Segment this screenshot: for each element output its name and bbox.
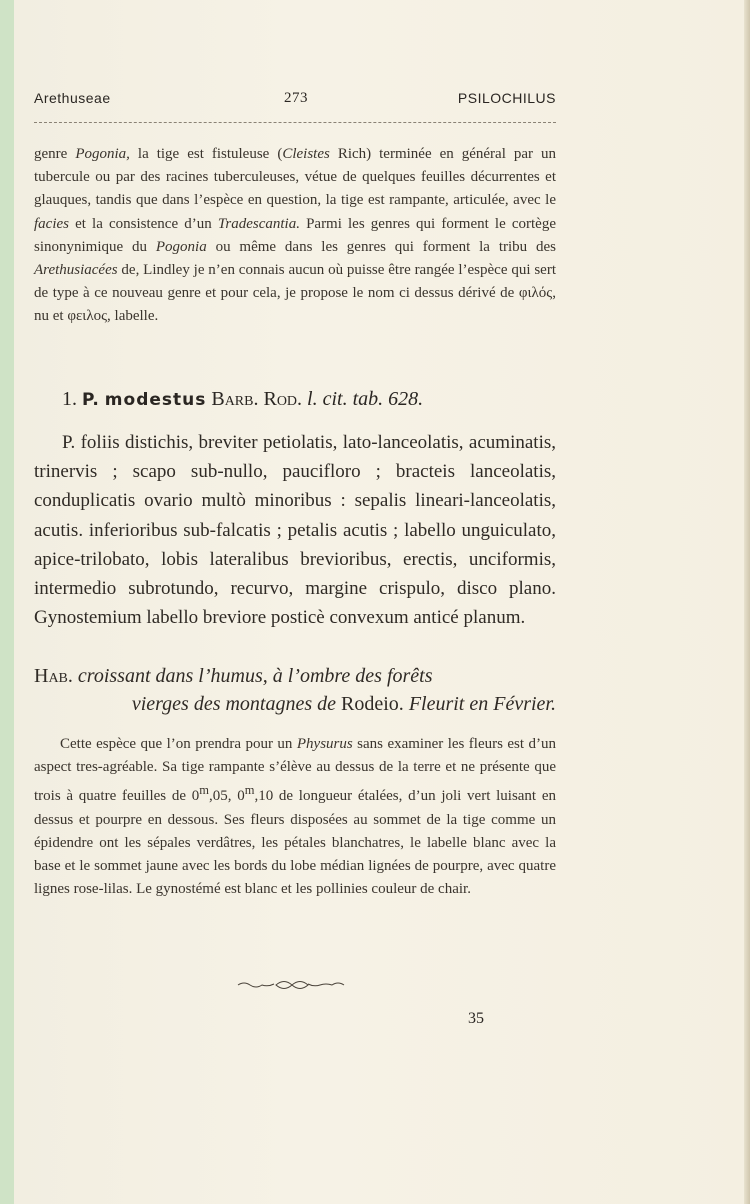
- habitat-statement: Hab. croissant dans l’humus, à l’ombre des forêts vierges des montagnes de Rodeio. Fleurit en Février.: [34, 665, 556, 715]
- paragraph-genus-description: genre Pogonia, la tige est fistuleuse (Cleistes Rich) terminée en général par un tubercule ou par des racines tuberculeuses, vétue de quelques feuilles décurrentes et glauques, tandis que dans l’espèce en question, la tige est rampante, articulée, avec le facies et la consistence d’un Tradescantia. Parmi les genres qui forment le cortège sinonynimique du Pogonia ou même dans les genres qui forment la tribu des Arethusiacées de, Lindley je n’en connais aucun où puisse être rangée l’espèce qui sert de type à ce nouveau genre et pour cela, je propose le nom ci dessus dérivé de φιλός, nu et φειλος, labelle.: [34, 146, 557, 325]
- paragraph-species-description: Cette espèce que l’on prendra pour un Physurus sans examiner les fleurs est d’un aspect tres-agréable. Sa tige rampante s’élève au dessus de la terre et ne présente que trois à quatre feuilles de 0$^m$,05, 0$^m$,10 de longueur étalées, d’un joli vert luisant en dessus et pourpre en dessous. Ses fleurs disposées au sommet de la tige comme un épidendre ont les sépales verdâtres, les pétales blanchatres, le labelle blanc avec la base et le sommet jaune avec les bords du lobe médian lignées de pourpre, avec quatre lignes rose-lilas. Le gynostémé est blanc et les pollinies couleur de chair.: [34, 736, 557, 898]
- species-heading: 1. P. modestus Barb. Rod. l. cit. tab. 628.: [62, 388, 424, 410]
- page-number: 35: [468, 1010, 484, 1027]
- ornament-flourish: [236, 975, 346, 995]
- running-header: [34, 90, 556, 110]
- header-tribe: Arethuseae: [34, 90, 111, 106]
- header-page-number: 273: [284, 90, 308, 106]
- header-rule: [34, 122, 556, 123]
- latin-diagnosis: P. foliis distichis, breviter petiolatis, lato-lanceolatis, acuminatis, trinervis ; scapo sub-nullo, paucifloro ; bracteis lanceolatis, conduplicatis ovario multò minoribus : sepalis lineari-lanceolatis, acutis. inferioribus sub-falcatis ; petalis acutis ; labello unguiculato, apice-trilobato, lobis lateralibus brevioribus, erectis, unciformis, intermedio subrotundo, recurvo, margine crispulo, disco plano. Gynostemium labello breviore posticè convexum anticé planum.: [34, 432, 556, 629]
- page-edge: [744, 0, 750, 1204]
- book-page: [14, 0, 750, 1204]
- header-genus: PSILOCHILUS: [457, 90, 556, 106]
